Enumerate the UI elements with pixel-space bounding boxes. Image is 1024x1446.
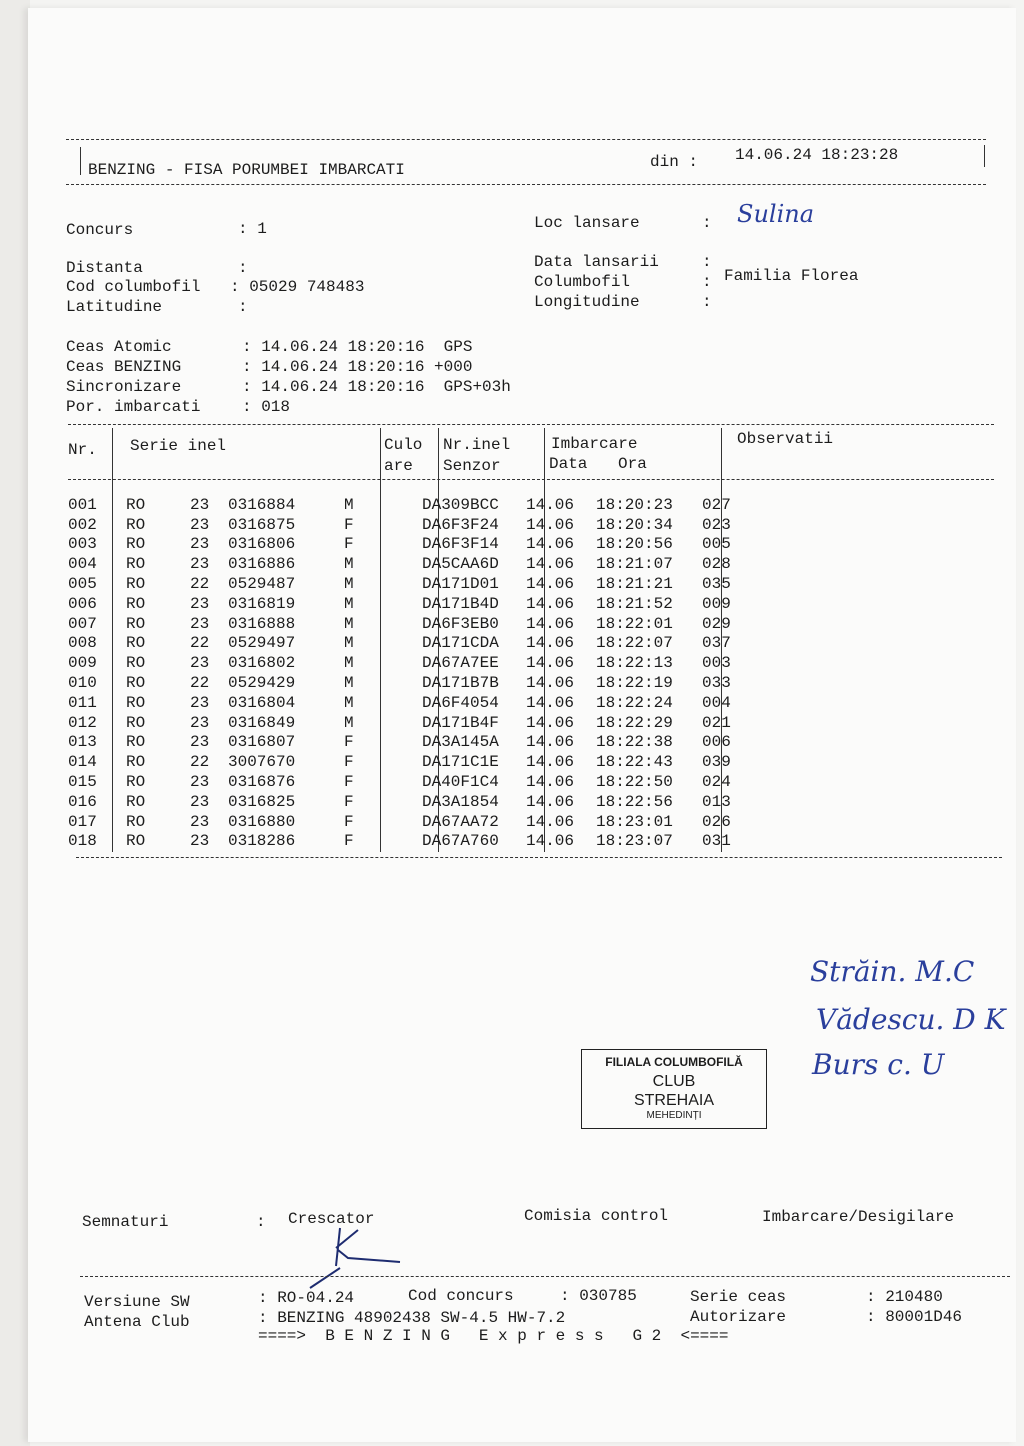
row-time: 18:20:23 <box>596 495 673 514</box>
row-sensor: DA171D01 <box>422 575 499 594</box>
row-country: RO <box>126 634 146 653</box>
row-date: 14.06 <box>526 733 575 752</box>
row-time: 18:22:43 <box>596 753 673 772</box>
stamp-line-2: CLUB <box>652 1073 696 1090</box>
table-row <box>68 733 762 753</box>
row-year: 23 <box>190 495 210 514</box>
row-time: 18:23:01 <box>596 812 673 831</box>
row-time: 18:20:56 <box>596 535 673 554</box>
row-year: 23 <box>190 535 210 554</box>
row-year: 23 <box>190 812 210 831</box>
row-country: RO <box>126 693 146 712</box>
row-observatii: 031 <box>702 832 731 851</box>
col-header-nr: Nr. <box>68 441 97 459</box>
row-year: 22 <box>190 575 210 594</box>
row-color <box>362 792 422 812</box>
table-row <box>68 653 762 673</box>
row-country: RO <box>126 654 146 673</box>
header-bottom-rule <box>66 184 986 185</box>
row-date: 14.06 <box>526 634 575 653</box>
row-sex: F <box>344 753 354 772</box>
ceas-benzing-value: : 14.06.24 18:20:16 +000 <box>242 358 473 376</box>
row-year: 23 <box>190 792 210 811</box>
row-nr: 009 <box>68 654 97 673</box>
col-header-ora: Ora <box>618 455 647 473</box>
row-nr: 014 <box>68 753 97 772</box>
row-observatii: 027 <box>702 495 731 514</box>
row-year: 23 <box>190 654 210 673</box>
table-row <box>68 554 762 574</box>
autorizare-label: Autorizare <box>690 1308 787 1326</box>
antena-value: : BENZING 48902438 SW-4.5 HW-7.2 <box>258 1309 566 1327</box>
row-observatii: 026 <box>702 812 731 831</box>
row-observatii: 003 <box>702 654 731 673</box>
row-ring-number: 0318286 <box>228 832 296 851</box>
table-row <box>68 634 762 654</box>
row-color <box>362 772 422 792</box>
columbofil-name: Familia Florea <box>724 267 859 285</box>
row-sex: M <box>344 594 354 613</box>
table-row <box>68 535 762 555</box>
row-year: 22 <box>190 634 210 653</box>
row-sex: M <box>344 713 354 732</box>
row-nr: 013 <box>68 733 97 752</box>
pigeon-table <box>68 495 762 851</box>
row-country: RO <box>126 535 146 554</box>
col-header-culoare-1: Culo <box>384 436 423 454</box>
row-observatii: 006 <box>702 733 731 752</box>
row-sensor: DA171C1E <box>422 753 499 772</box>
row-color <box>362 733 422 753</box>
row-nr: 001 <box>68 495 97 514</box>
handwritten-signature-3: Burs c. U <box>812 1048 945 1081</box>
row-sex: F <box>344 515 354 534</box>
row-time: 18:22:24 <box>596 693 673 712</box>
row-sex: F <box>344 773 354 792</box>
row-ring-number: 0316804 <box>228 693 296 712</box>
row-nr: 002 <box>68 515 97 534</box>
row-year: 23 <box>190 773 210 792</box>
row-time: 18:22:38 <box>596 733 673 752</box>
row-time: 18:23:07 <box>596 832 673 851</box>
row-observatii: 028 <box>702 555 731 574</box>
distanta-value: : <box>238 259 248 277</box>
table-top-rule <box>68 424 994 425</box>
table-row <box>68 574 762 594</box>
row-country: RO <box>126 515 146 534</box>
row-sensor: DA40F1C4 <box>422 773 499 792</box>
table-row <box>68 752 762 772</box>
stamp-line-1: FILIALA COLUMBOFILĂ <box>605 1055 743 1069</box>
ceas-benzing-label: Ceas BENZING <box>66 358 182 376</box>
table-header-rule <box>68 479 994 480</box>
data-lansarii-value: : <box>702 253 712 271</box>
row-sex: M <box>344 654 354 673</box>
row-nr: 016 <box>68 792 97 811</box>
table-bottom-rule <box>76 857 1002 858</box>
table-row <box>68 594 762 614</box>
col-header-imbarcare: Imbarcare <box>551 435 638 453</box>
row-country: RO <box>126 733 146 752</box>
row-sensor: DA67A7EE <box>422 654 499 673</box>
stamp-line-3: STREHAIA <box>633 1092 714 1109</box>
row-color <box>362 752 422 772</box>
porumbei-imbarcati-label: Por. imbarcati <box>66 398 201 416</box>
cod-columbofil-label: Cod columbofil <box>66 278 201 296</box>
row-nr: 017 <box>68 812 97 831</box>
row-time: 18:22:13 <box>596 654 673 673</box>
row-country: RO <box>126 614 146 633</box>
row-observatii: 039 <box>702 753 731 772</box>
row-ring-number: 0316819 <box>228 594 296 613</box>
row-nr: 008 <box>68 634 97 653</box>
row-ring-number: 0316884 <box>228 495 296 514</box>
col-header-culoare-2: are <box>384 457 413 475</box>
row-date: 14.06 <box>526 594 575 613</box>
row-sex: F <box>344 812 354 831</box>
row-time: 18:22:07 <box>596 634 673 653</box>
imbarcare-desigilare-label: Imbarcare/Desigilare <box>762 1208 955 1226</box>
row-date: 14.06 <box>526 575 575 594</box>
row-color <box>362 614 422 634</box>
row-ring-number: 0316888 <box>228 614 296 633</box>
row-sex: M <box>344 634 354 653</box>
ceas-atomic-label: Ceas Atomic <box>66 338 172 356</box>
header-left-border <box>80 147 81 175</box>
handwritten-signature-1: Străin. M.C <box>810 955 975 988</box>
background-page-edge <box>0 0 30 1446</box>
crescator-label: Crescator <box>288 1210 375 1228</box>
row-ring-number: 0316875 <box>228 515 296 534</box>
versiune-value: : RO-04.24 <box>258 1289 355 1307</box>
row-date: 14.06 <box>526 713 575 732</box>
din-value: 14.06.24 18:23:28 <box>735 146 899 164</box>
versiune-label: Versiune SW <box>84 1293 190 1311</box>
row-ring-number: 0316849 <box>228 713 296 732</box>
semnaturi-label: Semnaturi <box>82 1213 169 1231</box>
row-nr: 007 <box>68 614 97 633</box>
row-date: 14.06 <box>526 555 575 574</box>
row-date: 14.06 <box>526 654 575 673</box>
row-year: 23 <box>190 594 210 613</box>
row-date: 14.06 <box>526 674 575 693</box>
row-ring-number: 0316876 <box>228 773 296 792</box>
row-sensor: DA5CAA6D <box>422 555 499 574</box>
cod-concurs-value: : 030785 <box>560 1287 637 1305</box>
row-sensor: DA171B7B <box>422 674 499 693</box>
row-nr: 005 <box>68 575 97 594</box>
row-observatii: 029 <box>702 614 731 633</box>
row-sex: F <box>344 792 354 811</box>
longitudine-label: Longitudine <box>534 293 640 311</box>
row-color <box>362 713 422 733</box>
table-row <box>68 772 762 792</box>
table-row <box>68 792 762 812</box>
columbofil-colon: : <box>702 273 712 291</box>
handwritten-signature-2: Vădescu. D K <box>816 1003 1006 1036</box>
col-header-nrinel-1: Nr.inel <box>443 436 511 454</box>
row-sex: F <box>344 535 354 554</box>
row-sensor: DA67AA72 <box>422 812 499 831</box>
row-year: 23 <box>190 555 210 574</box>
stamp-line-4: MEHEDINȚI <box>646 1110 702 1121</box>
row-country: RO <box>126 495 146 514</box>
row-ring-number: 0316806 <box>228 535 296 554</box>
header-top-rule <box>66 139 986 140</box>
row-color <box>362 653 422 673</box>
row-observatii: 037 <box>702 634 731 653</box>
row-year: 23 <box>190 693 210 712</box>
row-nr: 012 <box>68 713 97 732</box>
sincronizare-label: Sincronizare <box>66 378 182 396</box>
din-label: din : <box>650 153 699 171</box>
row-country: RO <box>126 555 146 574</box>
row-sensor: DA309BCC <box>422 495 499 514</box>
row-date: 14.06 <box>526 812 575 831</box>
row-sensor: DA6F3F14 <box>422 535 499 554</box>
row-color <box>362 495 422 515</box>
ceas-atomic-value: : 14.06.24 18:20:16 GPS <box>242 338 473 356</box>
table-row <box>68 515 762 535</box>
row-sensor: DA3A145A <box>422 733 499 752</box>
row-ring-number: 3007670 <box>228 753 296 772</box>
row-sensor: DA171B4D <box>422 594 499 613</box>
row-sex: M <box>344 495 354 514</box>
serie-ceas-label: Serie ceas <box>690 1288 787 1306</box>
serie-ceas-value: : 210480 <box>866 1288 943 1306</box>
row-nr: 011 <box>68 693 97 712</box>
row-time: 18:22:01 <box>596 614 673 633</box>
concurs-value: : 1 <box>238 220 267 238</box>
row-nr: 003 <box>68 535 97 554</box>
row-year: 23 <box>190 713 210 732</box>
row-date: 14.06 <box>526 792 575 811</box>
row-time: 18:22:50 <box>596 773 673 792</box>
row-country: RO <box>126 773 146 792</box>
row-country: RO <box>126 594 146 613</box>
row-date: 14.06 <box>526 495 575 514</box>
longitudine-value: : <box>702 293 712 311</box>
row-year: 22 <box>190 674 210 693</box>
sincronizare-value: : 14.06.24 18:20:16 GPS+03h <box>242 378 511 396</box>
columbofil-label: Columbofil <box>534 273 631 291</box>
cod-columbofil-value: : 05029 748483 <box>230 278 365 296</box>
benzing-express-banner: ====> B E N Z I N G E x p r e s s G 2 <==== <box>258 1327 729 1345</box>
distanta-label: Distanta <box>66 259 143 277</box>
row-sensor: DA6F3F24 <box>422 515 499 534</box>
row-country: RO <box>126 674 146 693</box>
row-time: 18:21:07 <box>596 555 673 574</box>
col-header-nrinel-2: Senzor <box>443 457 501 475</box>
row-time: 18:21:52 <box>596 594 673 613</box>
row-nr: 004 <box>68 555 97 574</box>
row-time: 18:20:34 <box>596 515 673 534</box>
row-time: 18:22:19 <box>596 674 673 693</box>
row-observatii: 024 <box>702 773 731 792</box>
row-color <box>362 812 422 832</box>
club-stamp <box>581 1049 767 1129</box>
row-observatii: 004 <box>702 693 731 712</box>
cod-concurs-label: Cod concurs <box>408 1287 514 1305</box>
row-sex: M <box>344 693 354 712</box>
table-row <box>68 812 762 832</box>
row-sensor: DA3A1854 <box>422 792 499 811</box>
row-observatii: 033 <box>702 674 731 693</box>
row-ring-number: 0529497 <box>228 634 296 653</box>
row-year: 23 <box>190 832 210 851</box>
table-row <box>68 713 762 733</box>
row-time: 18:22:56 <box>596 792 673 811</box>
row-ring-number: 0316807 <box>228 733 296 752</box>
row-year: 23 <box>190 614 210 633</box>
loc-lansare-label: Loc lansare <box>534 214 640 232</box>
header-right-border <box>984 145 985 167</box>
row-sex: M <box>344 575 354 594</box>
row-year: 22 <box>190 753 210 772</box>
row-observatii: 009 <box>702 594 731 613</box>
row-sensor: DA6F3EB0 <box>422 614 499 633</box>
data-lansarii-label: Data lansarii <box>534 253 659 271</box>
table-row <box>68 614 762 634</box>
row-date: 14.06 <box>526 535 575 554</box>
autorizare-value: : 80001D46 <box>866 1308 963 1326</box>
row-observatii: 013 <box>702 792 731 811</box>
row-ring-number: 0529487 <box>228 575 296 594</box>
crescator-signature-scribble <box>300 1218 410 1290</box>
row-country: RO <box>126 713 146 732</box>
row-ring-number: 0529429 <box>228 674 296 693</box>
col-header-observatii: Observatii <box>737 430 834 448</box>
row-color <box>362 634 422 654</box>
row-nr: 006 <box>68 594 97 613</box>
row-sex: F <box>344 733 354 752</box>
row-sex: F <box>344 832 354 851</box>
row-sensor: DA171B4F <box>422 713 499 732</box>
antena-label: Antena Club <box>84 1313 190 1331</box>
row-observatii: 005 <box>702 535 731 554</box>
row-sex: M <box>344 555 354 574</box>
semnaturi-colon: : <box>256 1213 266 1231</box>
row-ring-number: 0316886 <box>228 555 296 574</box>
latitudine-value: : <box>238 298 248 316</box>
concurs-label: Concurs <box>66 221 134 239</box>
col-header-serie: Serie inel <box>130 437 227 455</box>
row-ring-number: 0316802 <box>228 654 296 673</box>
row-country: RO <box>126 792 146 811</box>
footer-rule <box>80 1276 1010 1277</box>
row-nr: 015 <box>68 773 97 792</box>
row-country: RO <box>126 753 146 772</box>
table-row <box>68 693 762 713</box>
row-nr: 018 <box>68 832 97 851</box>
porumbei-imbarcati-value: : 018 <box>242 398 291 416</box>
comisia-control-label: Comisia control <box>524 1207 669 1225</box>
row-sex: M <box>344 614 354 633</box>
row-color <box>362 574 422 594</box>
row-observatii: 035 <box>702 575 731 594</box>
row-sensor: DA67A760 <box>422 832 499 851</box>
row-date: 14.06 <box>526 832 575 851</box>
row-color <box>362 832 422 852</box>
row-color <box>362 594 422 614</box>
row-nr: 010 <box>68 674 97 693</box>
row-date: 14.06 <box>526 693 575 712</box>
loc-lansare-colon: : <box>702 214 712 232</box>
row-color <box>362 554 422 574</box>
table-row <box>68 673 762 693</box>
row-sex: M <box>344 674 354 693</box>
table-row <box>68 832 762 852</box>
loc-lansare-handwritten: Sulina <box>737 200 815 228</box>
row-ring-number: 0316880 <box>228 812 296 831</box>
col-header-data: Data <box>549 455 588 473</box>
row-year: 23 <box>190 733 210 752</box>
latitudine-label: Latitudine <box>66 298 163 316</box>
row-color <box>362 673 422 693</box>
row-date: 14.06 <box>526 753 575 772</box>
row-year: 23 <box>190 515 210 534</box>
row-country: RO <box>126 832 146 851</box>
row-ring-number: 0316825 <box>228 792 296 811</box>
row-sensor: DA171CDA <box>422 634 499 653</box>
row-country: RO <box>126 812 146 831</box>
row-time: 18:22:29 <box>596 713 673 732</box>
row-color <box>362 515 422 535</box>
table-row <box>68 495 762 515</box>
row-time: 18:21:21 <box>596 575 673 594</box>
row-observatii: 023 <box>702 515 731 534</box>
row-date: 14.06 <box>526 515 575 534</box>
row-date: 14.06 <box>526 614 575 633</box>
row-color <box>362 693 422 713</box>
row-date: 14.06 <box>526 773 575 792</box>
row-color <box>362 535 422 555</box>
row-sensor: DA6F4054 <box>422 693 499 712</box>
document-title: BENZING - FISA PORUMBEI IMBARCATI <box>88 161 405 179</box>
row-country: RO <box>126 575 146 594</box>
row-observatii: 021 <box>702 713 731 732</box>
